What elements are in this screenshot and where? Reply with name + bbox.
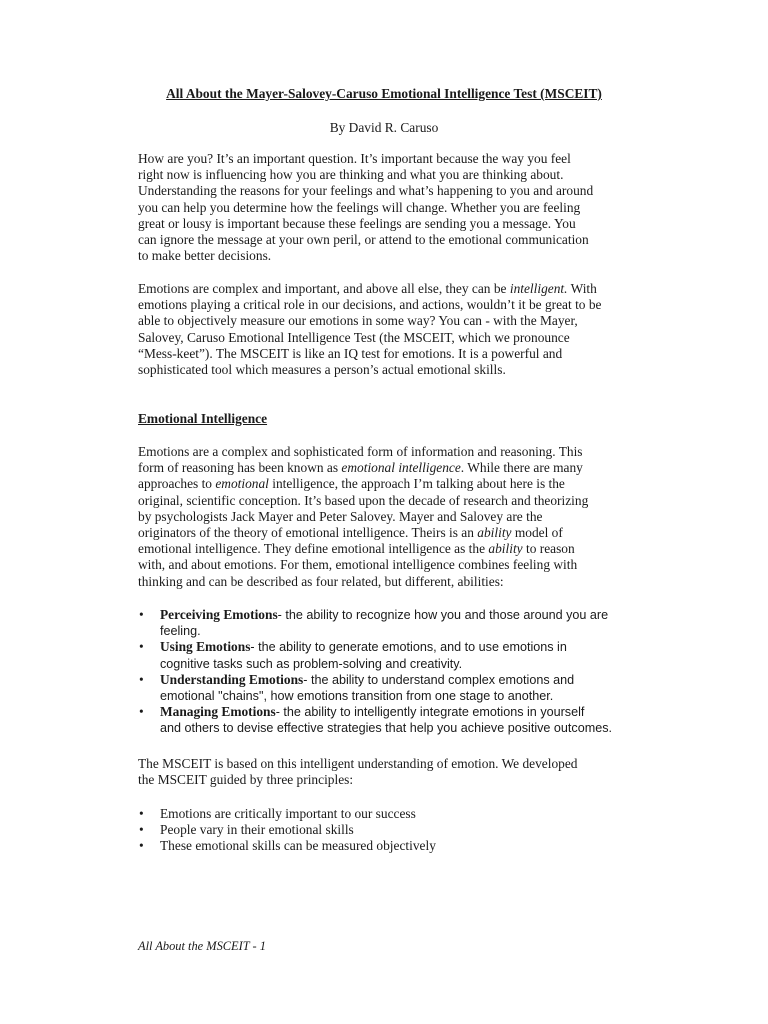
ability-description: cognitive tasks such as problem-solving and creativity. [160,656,463,671]
list-item [138,704,638,736]
text-line: thinking and can be described as four related, but different, abilities: [138,573,504,589]
text-line: with, and about emotions. For them, emotional intelligence combines feeling with [138,557,578,573]
text-line [160,639,638,655]
emotional-intelligence-paragraph [138,444,638,590]
text-line [138,541,638,557]
text-line: sophisticated tool which measures a person’s actual emotional skills. [138,362,506,378]
ability-description: - the ability to generate emotions, and to use emotions in [250,640,567,655]
text-run: approaches to [138,476,216,492]
text-line: How are you? It’s an important question. It’s important because the way you feel [138,151,571,166]
text-line [160,607,638,623]
list-item [138,822,638,838]
list-item [138,607,638,639]
bullet-icon: • [139,639,144,655]
list-item [138,838,638,854]
text-line [138,476,638,492]
text-line [138,281,638,297]
emphasis-text: ability [488,541,523,557]
text-run: emotional intelligence. They define emotional intelligence as the [138,541,489,557]
abilities-list [138,607,638,737]
ability-description: feeling. [160,624,201,639]
text-run: . While there are many [460,460,583,476]
principle-text: Emotions are critically important to our success [160,806,416,821]
ability-description: - the ability to recognize how you and those around you are [277,608,609,622]
bullet-icon: • [139,806,144,821]
bullet-icon: • [139,671,144,687]
text-line: “Mess-keet”). The MSCEIT is like an IQ test for emotions. It is a powerful and [138,345,563,361]
section-heading-emotional-intelligence: Emotional Intelligence [138,411,268,426]
text-run: With [567,281,597,296]
text-line: the MSCEIT guided by three principles: [138,772,354,788]
bullet-icon: • [139,822,144,838]
bullet-icon: • [139,838,144,854]
bullet-icon: • [139,704,144,720]
text-run: form of reasoning has been known as [138,460,342,476]
ability-term: Understanding Emotions [160,671,304,687]
text-line: original, scientific conception. It’s based upon the decade of research and theorizing [138,492,589,508]
text-line: Emotions are a complex and sophisticated form of information and reasoning. This [138,444,583,459]
ability-description: emotional "chains", how emotions transition from one stage to another. [160,689,554,704]
emphasis-text: emotional [215,476,269,492]
ability-description: - the ability to understand complex emotions and [303,672,575,687]
principle-text: These emotional skills can be measured objectively [160,838,436,854]
text-line [138,460,638,476]
text-line [138,525,638,541]
text-run: originators of the theory of emotional intelligence. Theirs is an [138,525,478,541]
text-line: great or lousy is important because these feelings are sending you a message. You [138,215,576,231]
list-item [138,806,638,822]
principles-list [138,806,638,855]
author-byline: By David R. Caruso [329,120,439,135]
text-line: you can help you determine how the feelings will change. Whether you are feeling [138,199,581,215]
emphasis-text: ability [477,525,512,541]
text-run: intelligence, the approach I’m talking about here is the [268,476,565,492]
text-line: The MSCEIT is based on this intelligent understanding of emotion. We developed [138,756,578,771]
text-run: model of [511,525,563,541]
ability-term: Using Emotions [160,639,251,655]
ability-term: Perceiving Emotions [160,607,278,622]
emphasis-text: intelligent. [509,281,568,296]
document-title: All About the Mayer-Salovey-Caruso Emotional Intelligence Test (MSCEIT) [166,86,602,101]
bullet-icon: • [139,607,144,622]
ability-description: - the ability to intelligently integrate emotions in yourself [275,705,585,720]
text-line: Understanding the reasons for your feelings and what’s happening to you and around [138,183,594,199]
list-item [138,672,638,704]
ability-term: Managing Emotions [160,704,276,720]
text-line [160,704,638,720]
ability-description: and others to devise effective strategies that help you achieve positive outcomes. [160,721,613,736]
text-line [160,672,638,688]
text-line: to make better decisions. [138,248,272,264]
text-run: Emotions are complex and important, and above all else, they can be [138,281,510,296]
text-line: able to objectively measure our emotions in some way? You can - with the Mayer, [138,313,578,329]
text-run: to reason [522,541,575,557]
text-line: emotions playing a critical role in our decisions, and actions, wouldn’t it be great to be [138,297,602,313]
principle-text: People vary in their emotional skills [160,822,354,838]
list-item [138,639,638,671]
page-footer: All About the MSCEIT - 1 [138,939,266,953]
principles-intro-paragraph [138,756,638,788]
text-line: right now is influencing how you are thinking and what you are thinking about. [138,167,564,183]
intro-paragraph [138,151,638,264]
text-line: by psychologists Jack Mayer and Peter Salovey. Mayer and Salovey are the [138,508,543,524]
emphasis-text: emotional intelligence [341,460,461,476]
text-line: Salovey, Caruso Emotional Intelligence Test (the MSCEIT, which we pronounce [138,329,570,345]
msceit-intro-paragraph [138,281,638,378]
text-line: can ignore the message at your own peril, or attend to the emotional communication [138,232,589,248]
